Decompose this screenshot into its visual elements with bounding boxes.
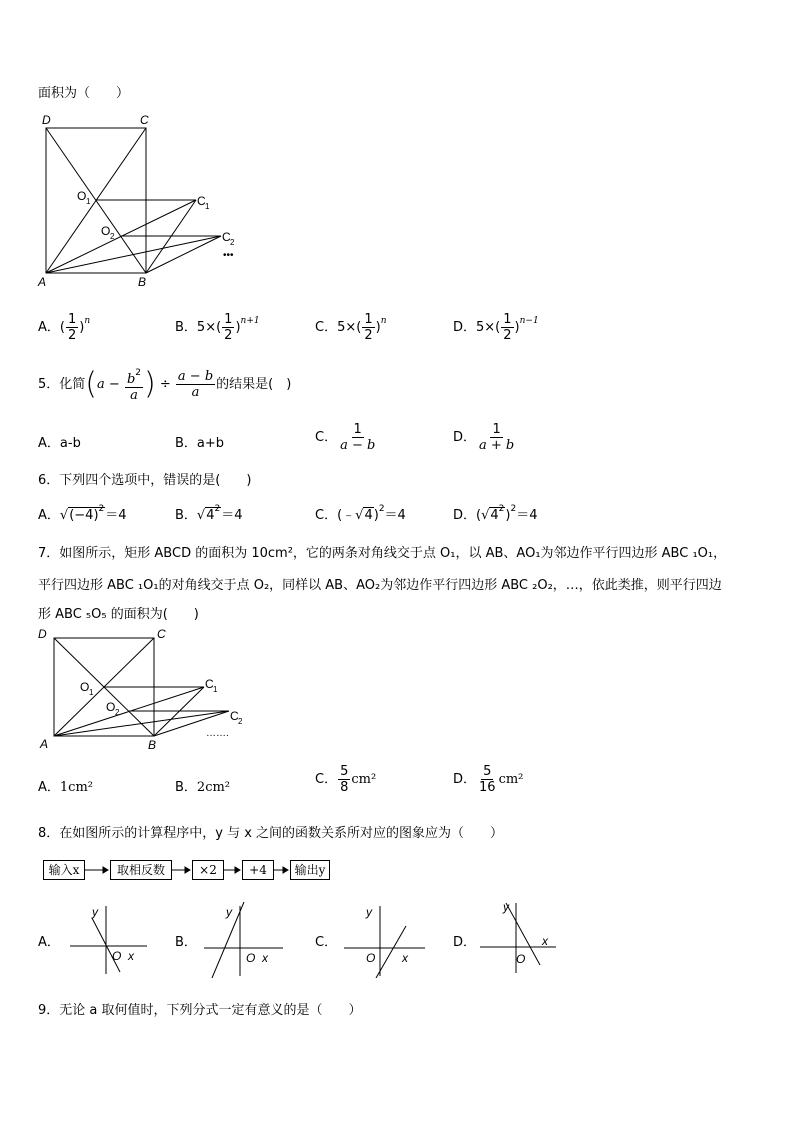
svg-text:x: x <box>402 951 408 965</box>
q7-option-a: A．1cm² <box>38 780 93 795</box>
svg-text:y: y <box>226 905 232 919</box>
fig7-label-C2: C <box>230 709 239 723</box>
fig4-label-A: A <box>38 275 47 289</box>
q5-option-d: D． $\frac{1}{a + b}$ <box>453 422 515 453</box>
fig4-label-C: C <box>140 113 149 127</box>
flow-output-box: 输出y <box>290 860 330 880</box>
fig4-label-C1-sub: 1 <box>205 202 210 211</box>
q7-option-b: B．2cm² <box>175 780 231 795</box>
fig4-label-C1: C <box>197 194 206 208</box>
q8-graph-c <box>340 898 430 978</box>
q8-graph-b <box>198 898 288 978</box>
fig7-label-D: D <box>38 627 47 641</box>
svg-text:x: x <box>262 951 268 965</box>
q8-option-a-label: A． <box>38 935 60 950</box>
svg-text:O: O <box>112 949 122 963</box>
q4-option-c: C．5×( $\frac{1}{2}$ )$^n$ <box>315 312 387 343</box>
svg-text:y: y <box>92 905 98 919</box>
fig4-label-D: D <box>42 113 51 127</box>
q5-stem: 5．化简(a − $\frac{b^2}{a}$ ) ÷ $\frac{a - b}{a}$ 的结果是( ) <box>38 366 292 403</box>
q7-option-d: D． $\frac{5}{16}$ cm² <box>453 764 524 795</box>
q6-option-b: B．$√4^2=4$ <box>175 504 243 523</box>
svg-text:O: O <box>366 951 376 965</box>
fig4-label-O1-sub: 1 <box>86 197 91 206</box>
q6-stem: 6．下列四个选项中，错误的是( ) <box>38 473 252 488</box>
q7-stem-line2: 平行四边形 ABC ₁O₁的对角线交于点 O₂，同样以 AB、AO₂为邻边作平行四边形 ABC ₂O₂，…，依此类推，则平行四边 <box>38 578 722 593</box>
flow-negate-box: 取相反数 <box>110 860 172 880</box>
fig7-label-O1-sub: 1 <box>89 688 94 697</box>
fig7-label-A: A <box>40 737 49 751</box>
q4-stem-tail: 面积为（ ） <box>38 86 130 101</box>
fig7-label-O1: O <box>80 680 90 694</box>
fig7-dots: ……. <box>206 728 229 739</box>
fig4-label-O2: O <box>101 224 111 238</box>
fig4-label-O2-sub: 2 <box>110 232 115 241</box>
flow-times2-box: ×2 <box>192 860 224 880</box>
q4-figure <box>34 112 254 292</box>
flow-plus4-box: +4 <box>242 860 274 880</box>
q4-option-d: D．5×( $\frac{1}{2}$ )$^{n-1}$ <box>453 312 539 343</box>
q6-option-a: A．$√(-4)^2=4$ <box>38 504 127 523</box>
fig7-label-O2: O <box>106 700 116 714</box>
q8-option-c-label: C． <box>315 935 338 950</box>
svg-text:O: O <box>516 952 526 966</box>
q5-option-b: B．a+b <box>175 436 225 451</box>
q7-stem-line1: 7．如图所示，矩形 ABCD 的面积为 10cm²，它的两条对角线交于点 O₁，以 AB、AO₁为邻边作平行四边形 ABC ₁O₁， <box>38 546 727 561</box>
q8-option-b-label: B． <box>175 935 197 950</box>
fig7-label-C1-sub: 1 <box>213 685 218 694</box>
flow-arrows <box>0 860 340 882</box>
q8-option-d-label: D． <box>453 935 477 950</box>
fig7-label-C2-sub: 2 <box>238 717 243 726</box>
svg-text:x: x <box>542 934 548 948</box>
fig7-label-C1: C <box>205 677 214 691</box>
q8-graph-a <box>62 898 152 978</box>
q7-option-c: C． $\frac{5}{8}$ cm² <box>315 764 377 795</box>
fig4-label-O1: O <box>77 189 87 203</box>
svg-text:O: O <box>246 951 256 965</box>
q8-stem: 8．在如图所示的计算程序中，y 与 x 之间的函数关系所对应的图象应为（ ） <box>38 826 504 841</box>
fig7-label-C: C <box>157 627 166 641</box>
fig7-label-B: B <box>148 738 157 752</box>
flow-input-box: 输入x <box>43 860 85 880</box>
fig4-dots: ••• <box>223 250 234 261</box>
q7-figure <box>34 624 254 754</box>
q7-stem-line3: 形 ABC ₅O₅ 的面积为( ) <box>38 607 199 622</box>
fig7-label-O2-sub: 2 <box>115 708 120 717</box>
q5-option-a: A．a-b <box>38 436 81 451</box>
fig4-label-C2-sub: 2 <box>230 238 235 247</box>
q6-option-c: C．(﹣√4)$^2$＝4 <box>315 504 406 523</box>
fig4-label-C2: C <box>222 230 231 244</box>
q4-option-b: B．5×( $\frac{1}{2}$ )$^{n+1}$ <box>175 312 260 343</box>
q4-option-a: A．( $\frac{1}{2}$ )$^n$ <box>38 312 91 343</box>
q5-option-c: C． $\frac{1}{a - b}$ <box>315 422 376 453</box>
q6-option-d: D．$(√4^2)^2=4$ <box>453 504 538 523</box>
fig4-label-B: B <box>138 275 147 289</box>
svg-text:y: y <box>366 905 372 919</box>
svg-text:x: x <box>128 949 134 963</box>
svg-text:y: y <box>503 900 509 914</box>
q9-stem: 9．无论 a 取何值时，下列分式一定有意义的是（ ） <box>38 1003 362 1018</box>
q8-graph-d <box>476 895 566 975</box>
